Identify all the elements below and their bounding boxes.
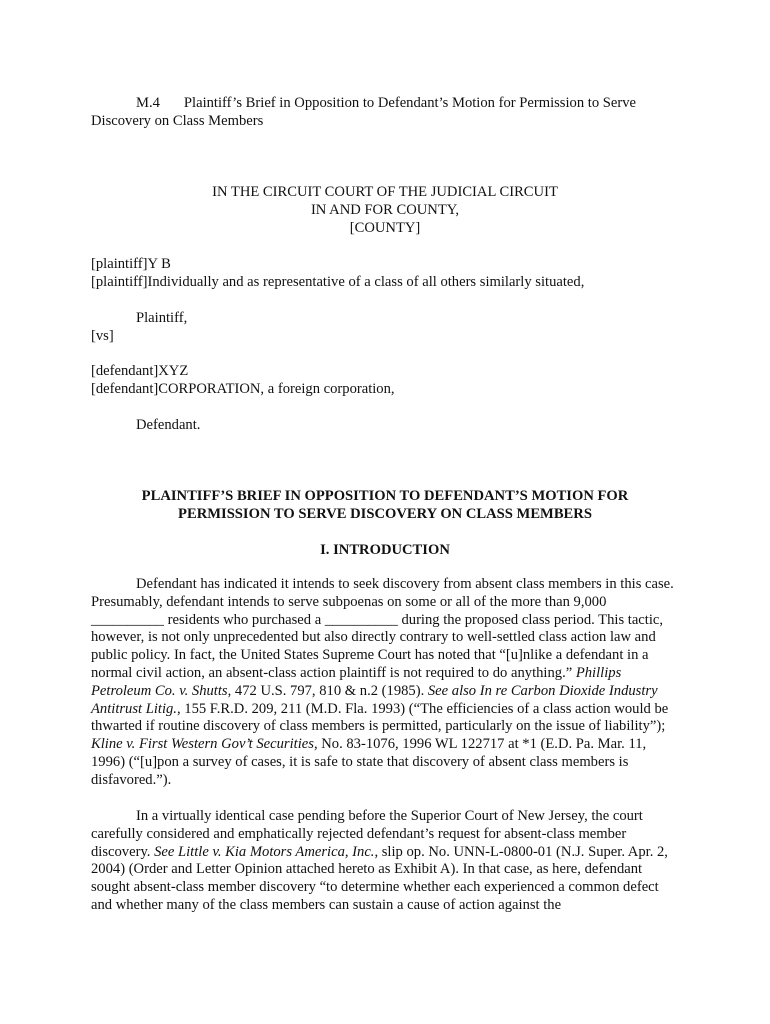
case-citation-little: See Little v. Kia Motors America, Inc. [154, 843, 375, 860]
court-heading-line1: IN THE CIRCUIT COURT OF THE JUDICIAL CIRCUIT [212, 184, 558, 200]
versus-label: [vs] [91, 328, 114, 344]
introduction-paragraph-1 [91, 576, 681, 790]
para1-text-2: , 472 U.S. 797, 810 & n.2 (1985). [227, 682, 428, 699]
para1-text-4: , No. 83-1076, 1996 WL 122717 at *1 (E.D. Pa. Mar. 11, 1996) (“[u]pon a survey of cases, it is safe to state that discovery of absent class members is disfavored.”). [91, 736, 647, 788]
court-heading-line2: IN AND FOR COUNTY, [310, 202, 460, 218]
court-heading-line3: [COUNTY] [349, 220, 421, 236]
plaintiff-description: [plaintiff]Individually and as representative of a class of all others similarly situated, [91, 274, 585, 290]
introduction-heading: I. INTRODUCTION [320, 542, 450, 558]
section-title: Plaintiff’s Brief in Opposition to Defendant’s Motion for Permission to Serve [183, 95, 637, 111]
para2-text-2: , slip op. No. UNN-L-0800-01 (N.J. Super. Apr. 2, 2004) (Order and Letter Opinion attached hereto as Exhibit A). In that case, as here, defendant sought absent-class member discovery “to determine whether each experienced a common defect and whether many of the class members can sustain a cause of action against the [91, 843, 668, 913]
section-header-line2: Discovery on Class Members [91, 113, 264, 129]
plaintiff-name: [plaintiff]Y B [91, 256, 171, 272]
brief-title-line1: PLAINTIFF’S BRIEF IN OPPOSITION TO DEFENDANT’S MOTION FOR [141, 488, 629, 504]
defendant-role: Defendant. [136, 417, 201, 433]
defendant-description: [defendant]CORPORATION, a foreign corporation, [91, 381, 395, 397]
brief-title-line2: PERMISSION TO SERVE DISCOVERY ON CLASS MEMBERS [178, 506, 592, 522]
case-citation-kline: Kline v. First Western Gov’t Securities [91, 736, 314, 753]
defendant-name: [defendant]XYZ [91, 363, 189, 379]
section-number: M.4 [136, 95, 160, 111]
para1-text-1: Defendant has indicated it intends to seek discovery from absent class members in this case. Presumably, defendant intends to serve subpoenas on some or all of the more than 9,000 __________ residents who purchased a __________ during the proposed class period. This tactic, however, is not only unprecedented but also directly contrary to well-settled class action law and public policy. In fact, the United States Supreme Court has noted that “[u]nlike a defendant in a normal civil action, an absent-class action plaintiff is not required to do anything.” [91, 576, 674, 681]
para1-text-3: , 155 F.R.D. 209, 211 (M.D. Fla. 1993) (“The efficiencies of a class action would be thwarted if routine discovery of class members is permitted, particularly on the issue of liability”); [91, 700, 669, 735]
section-header-line1 [136, 94, 636, 112]
case-citation-shutts: Phillips Petroleum Co. v. Shutts [91, 664, 622, 699]
plaintiff-role: Plaintiff, [136, 310, 188, 326]
para2-text-1: In a virtually identical case pending before the Superior Court of New Jersey, the court carefully considered and emphatically rejected defendant’s request for absent-class member discovery. [91, 808, 643, 860]
case-citation-carbon-dioxide: See also In re Carbon Dioxide Industry Antitrust Litig. [91, 682, 658, 717]
introduction-paragraph-2 [91, 808, 681, 915]
